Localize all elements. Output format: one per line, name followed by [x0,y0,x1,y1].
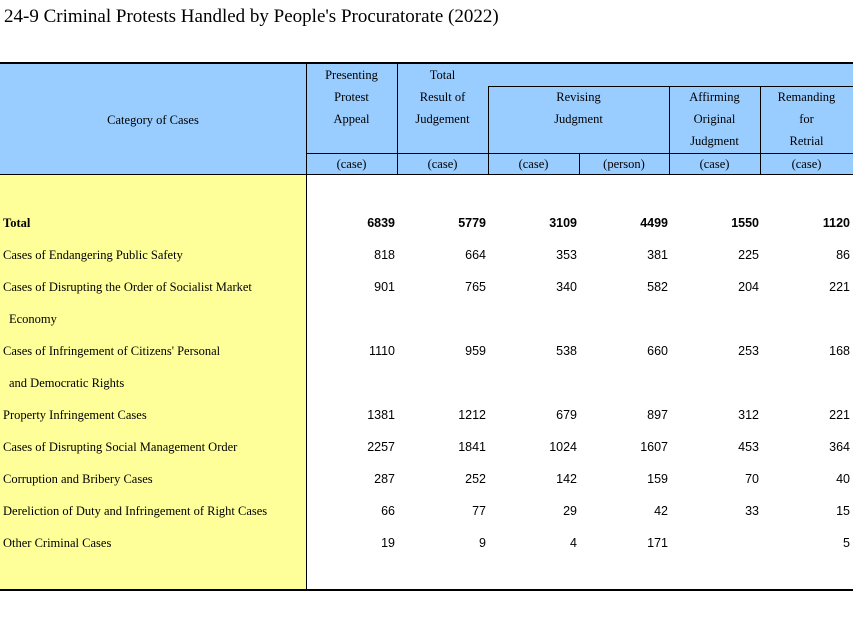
row-value: 381 [647,248,668,262]
header-affirming-line1: Affirming [689,90,740,104]
table-row [0,495,853,527]
header-total-result-line3: Judgement [415,112,470,126]
table-row [0,399,853,431]
row-value: 3109 [549,216,577,230]
table-row [0,463,853,495]
row-category: Cases of Disrupting the Order of Socialist Market [3,280,252,294]
unit-label: (case) [336,157,367,171]
row-value: 6839 [367,216,395,230]
row-value: 221 [829,280,850,294]
unit-label: (case) [699,157,730,171]
row-value: 142 [556,472,577,486]
row-value: 204 [738,280,759,294]
row-value: 287 [374,472,395,486]
row-value: 19 [381,536,395,550]
row-value: 1550 [731,216,759,230]
row-value: 340 [556,280,577,294]
row-value: 765 [465,280,486,294]
unit-label: (case) [791,157,822,171]
row-value [770,303,850,335]
header-category: Category of Cases [107,113,199,127]
row-value: 901 [374,280,395,294]
page-title: 24-9 Criminal Protests Handled by People's Procuratorate (2022) [4,6,499,27]
row-value: 1841 [458,440,486,454]
row-value: 29 [563,504,577,518]
header-total-result-line1: Total [429,68,456,82]
unit-label: (person) [603,157,645,171]
row-value: 252 [465,472,486,486]
row-value: 171 [647,536,668,550]
row-value: 679 [556,408,577,422]
row-value [497,367,577,399]
row-value: 4 [570,536,577,550]
header-total-result-line2: Result of [419,90,466,104]
row-value: 15 [836,504,850,518]
table-row [0,271,853,303]
table-bottom-rule [0,589,853,591]
header-remanding-line3: Retrial [789,134,824,148]
table-row [0,431,853,463]
table-row [0,239,853,271]
row-category: Cases of Disrupting Social Management Order [3,440,238,454]
row-value: 1024 [549,440,577,454]
row-value: 159 [647,472,668,486]
header-presenting-line1: Presenting [325,68,378,82]
row-value [679,527,759,559]
row-value: 353 [556,248,577,262]
row-category: Cases of Infringement of Citizens' Personal [3,344,221,358]
row-value: 5779 [458,216,486,230]
row-value: 664 [465,248,486,262]
row-value [679,303,759,335]
header-affirming-line2: Original [693,112,736,126]
row-value: 312 [738,408,759,422]
header-affirming-line3: Judgment [690,134,739,148]
table-row [0,335,853,367]
row-value: 42 [654,504,668,518]
row-value [406,303,486,335]
row-value: 33 [745,504,759,518]
row-value [679,367,759,399]
row-category: Economy [9,312,57,326]
unit-label: (case) [518,157,549,171]
unit-label: (case) [427,157,458,171]
row-value [315,367,395,399]
row-value: 168 [829,344,850,358]
row-value: 4499 [640,216,668,230]
row-category: Cases of Endangering Public Safety [3,248,183,262]
row-value: 5 [843,536,850,550]
row-value [588,303,668,335]
row-value: 1212 [458,408,486,422]
row-category: Corruption and Bribery Cases [3,472,153,486]
row-value: 2257 [367,440,395,454]
row-category: Total [3,216,31,230]
row-category: Property Infringement Cases [3,408,147,422]
row-value [497,303,577,335]
row-value: 1120 [822,216,850,230]
table-row [0,367,853,399]
row-value: 221 [829,408,850,422]
header-revising-line1: Revising [556,90,601,104]
row-value: 86 [836,248,850,262]
row-value: 1110 [369,344,395,358]
table-row [0,207,853,239]
row-value: 9 [479,536,486,550]
row-category: and Democratic Rights [9,376,125,390]
row-value: 897 [647,408,668,422]
row-value: 40 [836,472,850,486]
row-value: 959 [465,344,486,358]
header-remanding-line2: for [799,112,814,126]
row-value: 582 [647,280,668,294]
row-category: Other Criminal Cases [3,536,112,550]
row-value: 1381 [367,408,395,422]
header-revising-line2: Judgment [554,112,603,126]
row-value: 453 [738,440,759,454]
header-remanding-line1: Remanding [777,90,836,104]
row-value: 253 [738,344,759,358]
row-value [315,303,395,335]
table-row [0,527,853,559]
row-value [406,367,486,399]
row-value: 538 [556,344,577,358]
row-category: Dereliction of Duty and Infringement of Right Cases [3,504,268,518]
row-value: 1607 [640,440,668,454]
header-presenting-line3: Appeal [333,112,370,126]
row-value: 77 [472,504,486,518]
row-value [770,367,850,399]
table-row [0,303,853,335]
row-value: 70 [745,472,759,486]
row-value: 225 [738,248,759,262]
row-value: 660 [647,344,668,358]
row-value [588,367,668,399]
row-value: 364 [829,440,850,454]
row-value: 66 [381,504,395,518]
row-value: 818 [374,248,395,262]
header-presenting-line2: Protest [334,90,369,104]
